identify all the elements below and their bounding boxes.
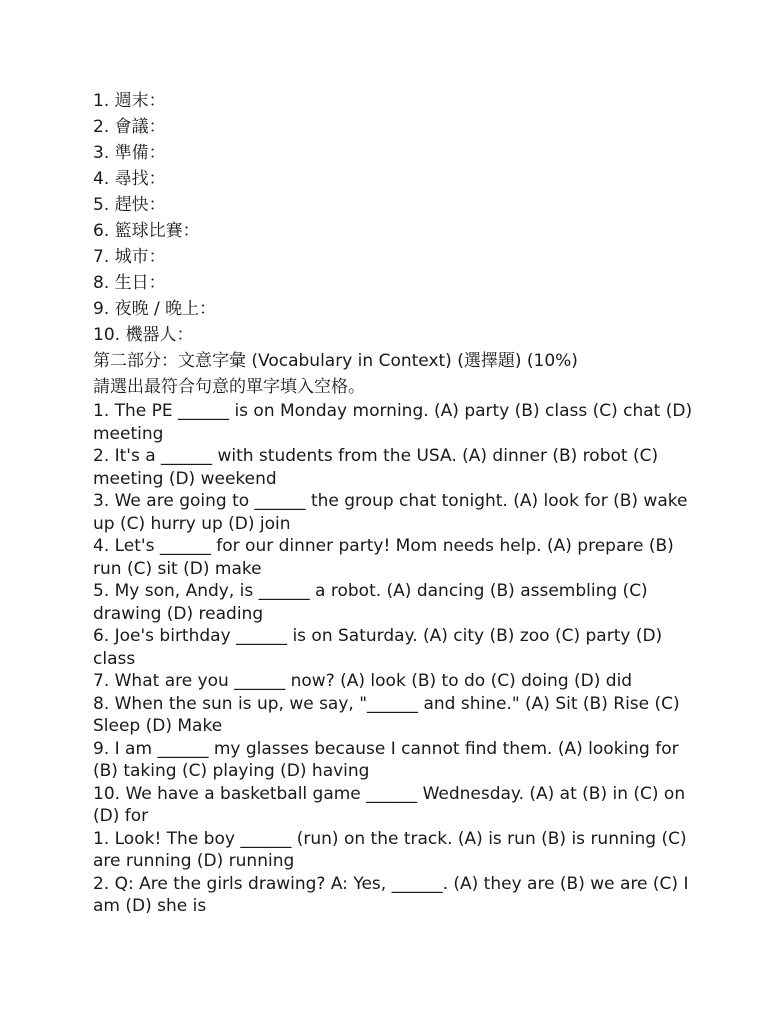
- question-item: [93, 400, 693, 445]
- question-item: [93, 783, 686, 828]
- question-list: [93, 400, 693, 918]
- question-line: 6. Joe's birthday ______ is on Saturday. (A) city (B) zoo (C) party (D): [93, 626, 663, 646]
- question-line: am (D) she is: [93, 896, 207, 916]
- question-line: run (C) sit (D) make: [93, 558, 262, 579]
- worksheet-page: [93, 88, 693, 918]
- vocab-item: 1. 週末：: [93, 91, 166, 111]
- question-line: are running (D) running: [93, 851, 295, 871]
- vocab-item: 10. 機器人：: [93, 325, 194, 345]
- question-line: 3. We are going to ______ the group chat tonight. (A) look for (B) wake: [93, 491, 688, 511]
- question-item: [93, 490, 688, 535]
- question-line: meeting: [93, 423, 164, 444]
- vocab-list: [93, 88, 683, 348]
- vocab-item: 9. 夜晚 / 晚上：: [93, 299, 217, 319]
- question-item: [93, 873, 689, 918]
- vocab-item: 4. 尋找：: [93, 169, 166, 189]
- question-item: [93, 828, 687, 873]
- question-line: up (C) hurry up (D) join: [93, 513, 291, 534]
- vocab-item: 7. 城市：: [93, 247, 166, 267]
- question-line: drawing (D) reading: [93, 603, 264, 624]
- question-line: 8. When the sun is up, we say, "______ and shine." (A) Sit (B) Rise (C): [93, 693, 680, 714]
- question-line: 4. Let's ______ for our dinner party! Mom needs help. (A) prepare (B): [93, 536, 674, 556]
- question-line: 1. Look! The boy ______ (run) on the track. (A) is run (B) is running (C): [93, 828, 687, 849]
- question-line: 2. Q: Are the girls drawing? A: Yes, ______. (A) they are (B) we are (C) I: [93, 873, 689, 894]
- question-item: [93, 693, 683, 738]
- question-item: [93, 445, 683, 490]
- question-line: 2. It's a ______ with students from the USA. (A) dinner (B) robot (C): [93, 446, 659, 466]
- question-item: [93, 535, 683, 580]
- question-item: [93, 580, 683, 625]
- question-line: 9. I am ______ my glasses because I cannot find them. (A) looking for: [93, 738, 679, 759]
- vocab-item: 8. 生日：: [93, 273, 166, 293]
- question-line: meeting (D) weekend: [93, 468, 277, 489]
- question-line: (B) taking (C) playing (D) having: [93, 761, 370, 781]
- question-line: 1. The PE ______ is on Monday morning. (A) party (B) class (C) chat (D): [93, 401, 693, 421]
- question-line: 10. We have a basketball game ______ Wednesday. (A) at (B) in (C) on: [93, 783, 686, 804]
- vocab-item: 6. 籃球比賽：: [93, 221, 200, 241]
- question-line: class: [93, 648, 136, 669]
- vocab-item: 2. 會議：: [93, 117, 166, 137]
- question-item: [93, 670, 683, 693]
- question-line: (D) for: [93, 806, 149, 826]
- instruction-text: 請選出最符合句意的單字填入空格。: [93, 377, 365, 397]
- question-line: Sleep (D) Make: [93, 716, 223, 736]
- question-line: 7. What are you ______ now? (A) look (B) to do (C) doing (D) did: [93, 671, 633, 691]
- vocab-item: 3. 準備：: [93, 143, 166, 163]
- vocab-item: 5. 趕快：: [93, 195, 166, 215]
- section-heading: 第二部分：文意字彙 (Vocabulary in Context) (選擇題) (10%): [93, 351, 578, 371]
- question-item: [93, 625, 683, 670]
- question-line: 5. My son, Andy, is ______ a robot. (A) dancing (B) assembling (C): [93, 581, 648, 601]
- question-item: [93, 738, 683, 783]
